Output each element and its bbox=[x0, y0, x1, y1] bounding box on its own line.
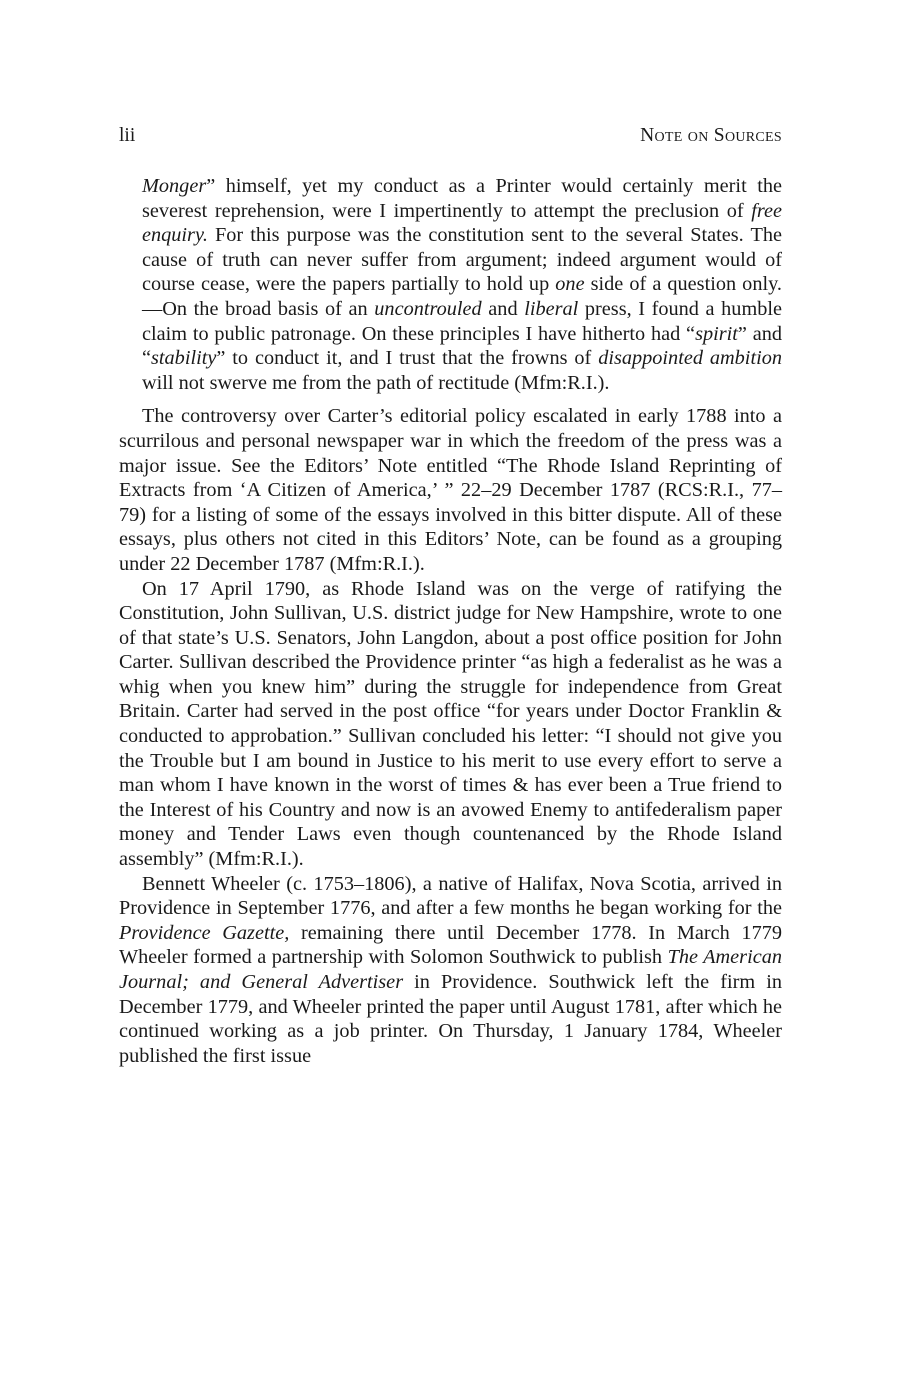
text-run: press, I found a humble claim to public patronage. On these principles I have hitherto had “ bbox=[142, 297, 782, 345]
text-run: will not swerve me from the path of rectitude (Mfm:R.I.). bbox=[142, 371, 610, 394]
italic-text: spirit bbox=[695, 322, 738, 345]
text-run: in Providence. Southwick left the firm in December 1779, and Wheeler printed the paper until August 1781, after which he continued working as a job printer. On Thursday, 1 January 1784, Wheeler published the first issue bbox=[119, 971, 782, 1067]
text-run: side of a question only.—On the broad basis of an bbox=[142, 273, 782, 320]
text-run: Bennett Wheeler (c. 1753–1806), a native of Halifax, Nova Scotia, arrived in Providence in September 1776, and after a few months he began working for the bbox=[119, 872, 782, 920]
running-title: Note on Sources bbox=[640, 125, 782, 146]
paragraph bbox=[119, 577, 782, 872]
italic-text: stability bbox=[151, 347, 217, 370]
running-head bbox=[119, 122, 782, 150]
text-run: For this purpose was the constitution sent to the several States. The cause of truth can never suffer from argument; indeed argument would of course cease, were the papers partially to hold up bbox=[142, 224, 782, 296]
text-run: ” and “ bbox=[142, 322, 782, 370]
block-quote bbox=[119, 174, 782, 395]
italic-text: free enquiry. bbox=[142, 199, 782, 247]
text-run: and bbox=[481, 297, 525, 320]
text-run: ” himself, yet my conduct as a Printer would certainly merit the severest reprehension, were I impertinently to attempt the preclusion of bbox=[142, 175, 782, 222]
text-run: The controversy over Carter’s editorial policy escalated in early 1788 into a scurrilous and personal newspaper war in which the freedom of the press was a major issue. See the Editors’ Note entitled “The Rhode Island Reprinting of Extracts from ‘A Citizen of America,’ ” 22–29 December 1787 (RCS:R.I., 77–79) for a listing of some of the essays involved in this bitter dispute. All of these essays, plus others not cited in this Editors’ Note, can be found as a grouping under 22 December 1787 (Mfm:R.I.). bbox=[119, 405, 782, 575]
italic-text: one bbox=[555, 273, 585, 296]
italic-text: uncontrouled bbox=[374, 297, 482, 320]
paragraph bbox=[119, 872, 782, 1069]
text-run: On 17 April 1790, as Rhode Island was on the verge of ratifying the Constitution, John Sullivan, U.S. district judge for New Hampshire, wrote to one of that state’s U.S. Senators, John Langdon, about a post office position for John Carter. Sullivan described the Providence printer “as high a federalist as he was a whig when you knew him” during the struggle for independence from Great Britain. Carter had served in the post office “for years under Doctor Franklin & conducted to approbation.” Sullivan concluded his letter: “I should not give you the Trouble but I am bound in Justice to his merit to use every effort to serve a man whom I have known in the worst of times & has ever been a True friend to the Interest of his Country and now is an avowed Enemy to antifederalism paper money and Tender Laws even though countenanced by the Rhode Island assembly” (Mfm:R.I.). bbox=[119, 577, 782, 871]
text-run: ” to conduct it, and I trust that the frowns of bbox=[216, 347, 599, 370]
text-run: remaining there until December 1778. In March 1779 Wheeler formed a partnership with Solomon Southwick to publish bbox=[119, 921, 782, 969]
italic-text: disappointed ambition bbox=[598, 347, 782, 370]
document-page bbox=[119, 122, 782, 1068]
paragraph bbox=[119, 404, 782, 576]
page-number: lii bbox=[119, 125, 136, 146]
italic-text: Providence Gazette, bbox=[119, 921, 290, 944]
italic-text: liberal bbox=[524, 297, 579, 320]
italic-text: The American Journal; and General Advertiser bbox=[119, 946, 782, 993]
body-text bbox=[119, 174, 782, 1068]
italic-text: Monger bbox=[142, 175, 207, 197]
